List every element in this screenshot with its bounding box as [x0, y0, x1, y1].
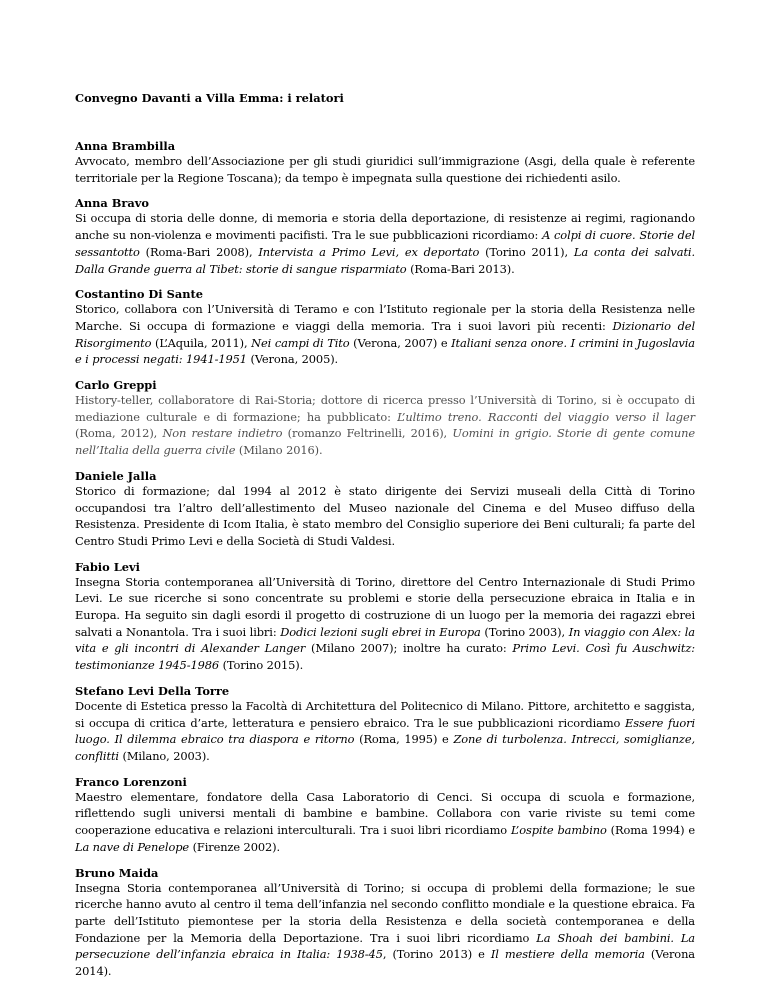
speaker-bio: [75, 483, 695, 550]
publication-title: La conta dei salvati. Dalla Grande guerra al Tibet: storie di sangue risparmiato: [75, 244, 695, 276]
bio-segment: Insegna Storia contemporanea all’Università di Torino; si occupa di problemi della formazione; le sue ricerche hanno avuto al centro il tema dell’infanzia nel secondo conflitto mondiale e la questione ebraica. Fa parte dell’Istituto piemontese per la storia della Resistenza e della società contemporanea e della Fondazione per la Memoria della Deportazione. Tra i suoi libri ricordiamo: [75, 880, 695, 945]
bio-segment: (Torino 2015).: [219, 658, 304, 673]
publication-title: Il mestiere della memoria: [490, 947, 645, 962]
publication-title: Nei campi di Tito: [251, 335, 350, 350]
publication-title: L’ultimo treno. Racconti del viaggio verso il lager: [397, 409, 695, 424]
speaker-name: Daniele Jalla: [75, 468, 157, 483]
document-page: [75, 91, 695, 990]
bio-segment: (Milano, 2003).: [118, 748, 210, 763]
bio-segment: (Verona 2014).: [75, 947, 695, 979]
speaker-entry: [75, 775, 695, 856]
publication-title: Zone di turbolenza. Intrecci, somiglianze, conflitti: [75, 732, 695, 763]
bio-segment: (Roma-Bari 2013).: [406, 261, 515, 276]
speaker-entry: [75, 684, 695, 765]
publication-title: La nave di Penelope: [75, 839, 190, 854]
speaker-bio: [75, 880, 695, 980]
speaker-name: Anna Bravo: [75, 196, 149, 211]
speaker-entry: [75, 866, 695, 980]
bio-segment: (Milano 2007); inoltre ha curato:: [305, 641, 513, 656]
publication-title: A colpi di cuore. Storie del sessantotto: [75, 228, 695, 259]
bio-segment: (L’Aquila, 2011),: [151, 335, 252, 350]
bio-segment: (Firenze 2002).: [189, 839, 281, 854]
bio-segment: (Torino 2011),: [479, 244, 574, 259]
speaker-bio: [75, 574, 695, 674]
bio-segment: (Roma, 1995) e: [354, 732, 454, 747]
bio-segment: History-teller, collaboratore di Rai-Storia; dottore di ricerca presso l’Università di Torino, si è occupato di mediazione culturale e di formazione; ha pubblicato:: [75, 393, 695, 424]
bio-segment: Si occupa di storia delle donne, di memoria e storia della deportazione, di resistenze ai regimi, ragionando anche su non-violenza e movimenti pacifisti. Tra le sue pubblicazioni ricordiamo:: [75, 211, 695, 243]
speaker-entry: [75, 196, 695, 277]
publication-title: L’ospite bambino: [510, 823, 607, 838]
speaker-bio: [75, 789, 695, 856]
document-title: Convegno Davanti a Villa Emma: i relatori: [75, 91, 344, 105]
speaker-name: Franco Lorenzoni: [75, 774, 187, 789]
publication-title: Dizionario del Risorgimento: [75, 318, 695, 350]
bio-segment: (Milano 2016).: [235, 443, 323, 458]
publication-title: La Shoah dei bambini. La persecuzione dell’infanzia ebraica in Italia: 1938-45: [75, 930, 695, 962]
speaker-entry: [75, 560, 695, 674]
bio-segment: Avvocato, membro dell’Associazione per gli studi giuridici sull’immigrazione (Asgi, della quale è referente territoriale per la Regione Toscana); da tempo è impegnata sulla questione dei richiedenti asilo.: [75, 154, 695, 185]
publication-title: Intervista a Primo Levi, ex deportato: [258, 244, 480, 259]
bio-segment: Storico di formazione; dal 1994 al 2012 è stato dirigente dei Servizi museali della Città di Torino occupandosi tra l’altro dell’allestimento del Museo nazionale del Cinema e del Museo diffuso della Resistenza. Presidente di Icom Italia, è stato membro del Consiglio superiore dei Beni culturali; fa parte del Centro Studi Primo Levi e della Società di Studi Valdesi.: [75, 483, 695, 548]
speaker-bio: [75, 210, 695, 277]
speaker-bio: [75, 392, 695, 459]
bio-segment: Insegna Storia contemporanea all’Università di Torino, direttore del Centro Internazionale di Studi Primo Levi. Le sue ricerche si sono concentrate su problemi e storie della persecuzione ebraica in Italia e in Europa. Ha seguito sin dagli esordi il progetto di costruzione di un luogo per la memoria dei ragazzi ebrei salvati a Nonantola. Tra i suoi libri:: [75, 574, 695, 639]
bio-segment: Storico, collabora con l’Università di Teramo e con l’Istituto regionale per la storia della Resistenza nelle Marche. Si occupa di formazione e viaggi della memoria. Tra i suoi lavori più recenti:: [75, 302, 695, 333]
bio-segment: (romanzo Feltrinelli, 2016),: [282, 426, 453, 441]
speaker-name: Anna Brambilla: [75, 139, 176, 153]
publication-title: Non restare indietro: [162, 426, 283, 441]
speaker-entry: [75, 139, 695, 186]
bio-segment: (Torino 2003),: [480, 624, 569, 639]
publication-title: Dodici lezioni sugli ebrei in Europa: [280, 624, 481, 639]
publication-title: In viaggio con Alex: la vita e gli incontri di Alexander Langer: [75, 624, 695, 656]
speaker-name: Stefano Levi Della Torre: [75, 683, 230, 698]
speaker-entry: [75, 378, 695, 459]
speaker-name: Fabio Levi: [75, 559, 140, 574]
speaker-name: Costantino Di Sante: [75, 287, 203, 302]
bio-segment: (Roma-Bari 2008),: [139, 244, 259, 259]
speaker-name: Bruno Maida: [75, 865, 159, 880]
speaker-entry: [75, 469, 695, 550]
publication-title: Italiani senza onore. I crimini in Jugoslavia e i processi negati: 1941-1951: [75, 335, 695, 367]
speaker-entry: [75, 287, 695, 368]
speaker-bio: [75, 301, 695, 368]
bio-segment: (Verona, 2007) e: [349, 335, 452, 350]
publication-title: Uomini in grigio. Storie di gente comune nell’Italia della guerra civile: [75, 426, 695, 458]
speaker-name: Carlo Greppi: [75, 378, 157, 393]
publication-title: Primo Levi. Così fu Auschwitz: testimonianze 1945-1986: [75, 641, 695, 673]
speaker-bio: [75, 698, 695, 765]
publication-title: Essere fuori luogo. Il dilemma ebraico tra diaspora e ritorno: [75, 715, 695, 747]
bio-segment: Maestro elementare, fondatore della Casa Laboratorio di Cenci. Si occupa di scuola e formazione, riflettendo sugli universi mentali di bambine e bambine. Collabora con varie riviste su temi come cooperazione educativa e relazioni interculturali. Tra i suoi libri ricordiamo: [75, 789, 695, 838]
bio-segment: Docente di Estetica presso la Facoltà di Architettura del Politecnico di Milano. Pittore, architetto e saggista, si occupa di critica d’arte, letteratura e pensiero ebraico. Tra le sue pubblicazioni ricordiamo: [75, 698, 695, 730]
speakers-list: [75, 139, 695, 980]
bio-segment: (Roma, 2012),: [75, 426, 163, 441]
bio-segment: (Verona, 2005).: [246, 352, 339, 367]
speaker-bio: [75, 153, 695, 186]
bio-segment: , (Torino 2013) e: [382, 947, 491, 962]
bio-segment: (Roma 1994) e: [606, 823, 696, 838]
